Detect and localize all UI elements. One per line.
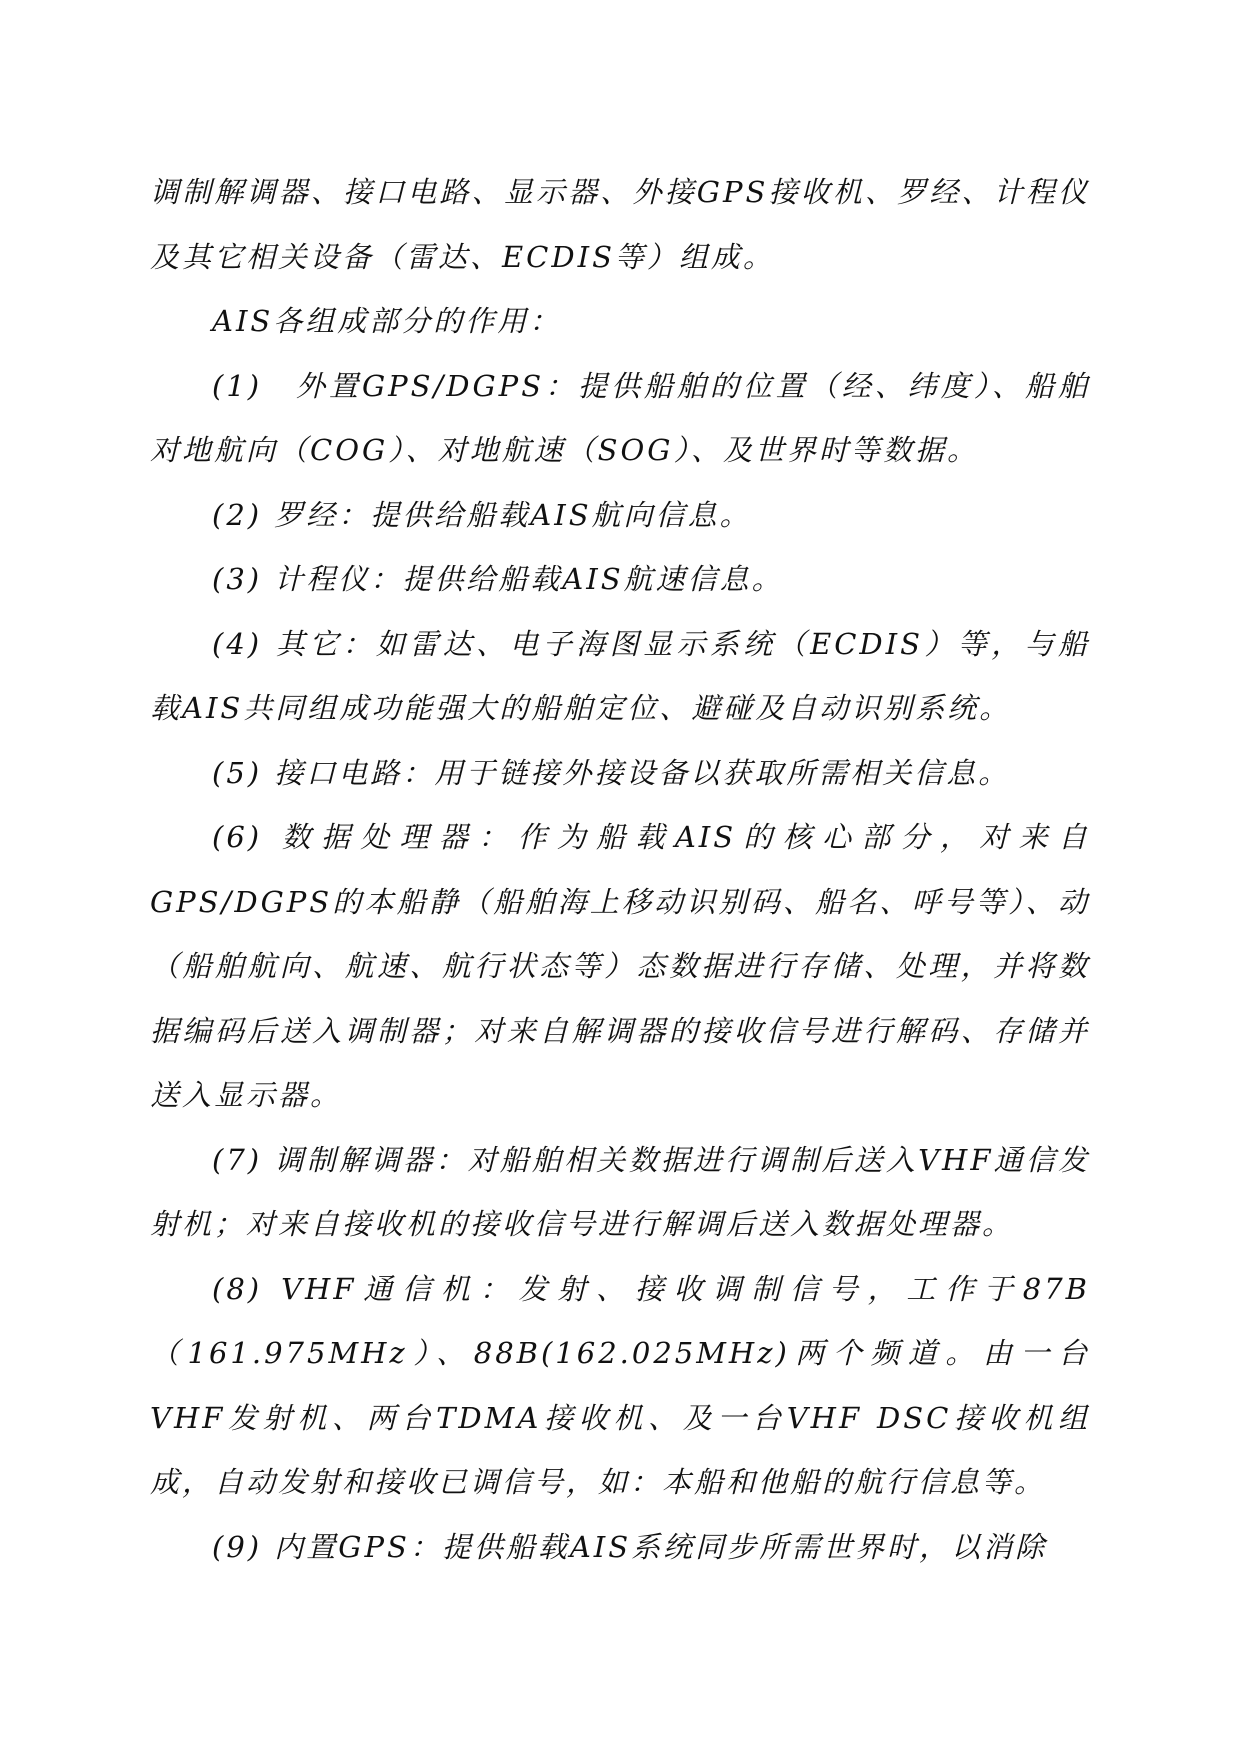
paragraph-item-5-interface: (5) 接口电路：用于链接外接设备以获取所需相关信息。 [212,755,1011,790]
paragraph-item-7-modem: (7) 调制解调器：对船舶相关数据进行调制后送入VHF通信发射机；对来自接收机的接收信号进行解调后送入数据处理器。 [150,1142,1090,1241]
paragraph-components-continued: 调制解调器、接口电路、显示器、外接GPS接收机、罗经、计程仪及其它相关设备（雷达、ECDIS等）组成。 [150,175,1090,274]
paragraph-item-6-processor: (6) 数据处理器：作为船载AIS的核心部分，对来自GPS/DGPS的本船静（船舶海上移动识别码、船名、呼号等）、动（船舶航向、航速、航行状态等）态数据进行存储、处理，并将数据编码后送入调制器；对来自解调器的接收信号进行解码、存储并送入显示器。 [150,820,1090,1112]
paragraph-item-2-compass: (2) 罗经：提供给船载AIS航向信息。 [212,497,752,532]
paragraph-item-3-log: (3) 计程仪：提供给船载AIS航速信息。 [212,562,784,596]
paragraph-item-8-vhf: (8) VHF通信机：发射、接收调制信号，工作于87B（161.975MHz）、88B(162.025MHz)两个频道。由一台VHF发射机、两台TDMA接收机、及一台VHF DSC接收机组成，自动发射和接收已调信号，如：本船和他船的航行信息等。 [150,1271,1090,1499]
document-body [150,160,1090,1579]
paragraph-item-9-internal-gps: (9) 内置GPS：提供船载AIS系统同步所需世界时，以消除 [212,1529,1048,1564]
paragraph-item-1-gps: (1) 外置GPS/DGPS：提供船舶的位置（经、纬度）、船舶对地航向（COG）、对地航速（SOG）、及世界时等数据。 [150,368,1090,467]
paragraph-item-4-other: (4) 其它：如雷达、电子海图显示系统（ECDIS）等，与船载AIS共同组成功能强大的船舶定位、避碰及自动识别系统。 [150,626,1090,725]
paragraph-ais-functions-heading: AIS各组成部分的作用： [212,304,562,338]
